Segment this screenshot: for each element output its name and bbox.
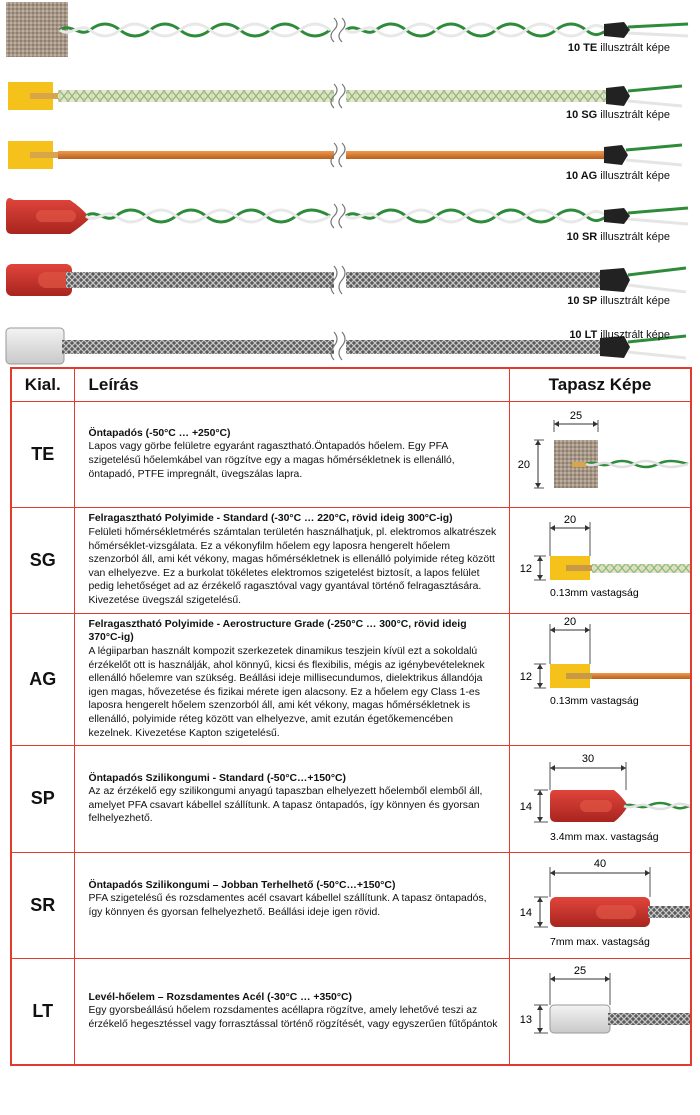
thickness-label: 3.4mm max. vastagság [550,831,659,843]
row-title: Levél-hőelem – Rozsdamentes Acél (-30°C … +350°C) [88,991,352,1003]
header-code: Kial. [11,368,74,401]
table-row-lt [11,958,691,1065]
row-code: LT [11,958,74,1065]
header-image: Tapasz Képe [510,368,692,401]
thickness-label: 7mm max. vastagság [550,936,650,948]
row-title: Öntapadós (-50°C … +250°C) [88,427,231,439]
sensor-illustration-te [0,0,700,60]
sensor-caption-sr: 10 SR illusztrált képe [566,231,670,243]
row-description [74,958,510,1065]
patch-image-te [510,401,692,507]
row-description [74,613,510,745]
table-row-sg [11,507,691,613]
table-row-te [11,401,691,507]
height-label: 14 [519,801,532,813]
row-code: AG [11,613,74,745]
header-description: Leírás [74,368,510,401]
patch-drawing-sp [510,746,690,851]
width-label: 25 [573,964,587,977]
row-description [74,852,510,958]
row-text: Felületi hőmérsékletmérés számtalan területén használhatjuk, pl. elektromos alkatrészek hőmérséklet-vizsgálata. Ez a vékonyfilm hőelem egy laposra hengerelt hőelem szenzorból áll, ami két vékony, magas hőmérsékletnek is ellenálló polyimide réteg között van elhelyezve. Ez a burkolat tökéletes elektromos szigetelést biztosít, a lapos felület pedig lehetőséget ad az érzékelő ragasztóval vagy gyantával történő felragasztására. Kivezetése üvegszál szigetelésű. [88,527,497,606]
height-label: 14 [519,907,532,919]
spec-table-header [11,368,691,401]
thickness-label: 0.13mm vastagság [550,587,639,599]
row-title: Öntapadós Szilikongumi - Standard (-50°C…+150°C) [88,772,346,784]
patch-drawing-te [510,402,690,506]
width-label: 40 [593,858,607,870]
sensor-illustration-ag [0,125,700,185]
table-row-ag [11,613,691,745]
patch-image-sg [510,507,692,613]
patch-drawing-sg [510,508,690,612]
width-label: 20 [563,616,577,628]
row-code: TE [11,401,74,507]
row-title: Öntapadós Szilikongumi – Jobban Terhelhető (-50°C…+150°C) [88,879,396,891]
patch-image-lt [510,958,692,1065]
sensor-caption-sg: 10 SG illusztrált képe [566,109,670,121]
row-description [74,507,510,613]
spec-table [10,367,692,1066]
row-description [74,401,510,507]
row-text: A légiiparban használt kompozit szerkezetek dinamikus teszjein kívül ezt a sokoldalú érzékelőt ott is használják, ahol könnyű, kicsi és flexibilis, mégis az igénybevételeknek ellenálló hőelemre van szükség. Beállási ideje millisecundumos, dielektrikus állandója igen magas, hővezetése és fizikai mérete igen alacsony. Ez a hőelem egy Class 1-es laposra hengerelt hőelem szenzorból áll, ami két vékony, magas hőmérsékletnek is ellenálló, polyimide réteg között van elhelyezve, amit ezután égetőkemencében kezelnek. Kivezetése Kapton szigetelésű. [88,646,485,739]
sensor-caption-te: 10 TE illusztrált képe [567,42,670,54]
width-label: 20 [563,514,577,526]
height-label: 13 [519,1013,532,1026]
row-title: Felragasztható Polyimide - Aerostructure Grade (-250°C … 300°C, rövid ideig 370°C-ig) [88,618,467,644]
patch-drawing-sr [510,853,690,957]
table-row-sr [11,852,691,958]
row-text: Egy gyorsbeállású hőelem rozsdamentes acéllapra rögzítve, amely lehetővé teszi az érzékelő hegesztéssel vagy forrasztással történő rögzítését, vagy egyszerűen fűtőpántok [88,1005,498,1031]
width-label: 25 [569,410,583,422]
patch-image-ag [510,613,692,745]
width-label: 30 [581,753,595,765]
row-text: PFA szigetelésű és rozsdamentes acél csavart kábellel szállítunk. A tapasz öntapadós, így könnyen és gyorsan felhelyezhető. Beállási ideje igen rövid. [88,893,487,918]
table-row-sp [11,745,691,852]
row-text: Az az érzékelő egy szilikongumi anyagú tapaszban elhelyezett hőelemből elemből áll, amelyet PFA csavart kábellel szállítunk. A tapasz öntapadós, így könnyen és gyorsan felhelyezhető. [88,786,483,825]
row-title: Felragasztható Polyimide - Standard (-30°C … 220°C, rövid ideig 300°C-ig) [88,513,453,525]
sensor-caption-sp: 10 SP illusztrált képe [567,295,670,307]
height-label: 20 [517,459,530,471]
height-label: 12 [519,563,532,575]
sensor-caption-lt: 10 LT illusztrált képe [569,329,670,341]
row-code: SR [11,852,74,958]
thickness-label: 0.13mm vastagság [550,695,639,707]
patch-drawing-ag [510,614,690,744]
row-description [74,745,510,852]
sensor-illustration-sp [0,250,700,310]
height-label: 12 [519,671,532,683]
patch-image-sr [510,852,692,958]
row-code: SP [11,745,74,852]
patch-image-sp [510,745,692,852]
sensor-illustration-sg [0,66,700,126]
row-text: Lapos vagy görbe felületre egyaránt ragasztható.Öntapadós hőelem. Egy PFA szigetelésű hőelemkábel van rögzítve egy a magas hőmérsékletnek is ellenálló, öntapadó, PTFE impregnált, üvegszálas lapra. [88,441,455,480]
patch-drawing-lt [510,959,690,1064]
row-code: SG [11,507,74,613]
sensor-caption-ag: 10 AG illusztrált képe [565,170,670,182]
sensor-illustration-sr [0,186,700,246]
